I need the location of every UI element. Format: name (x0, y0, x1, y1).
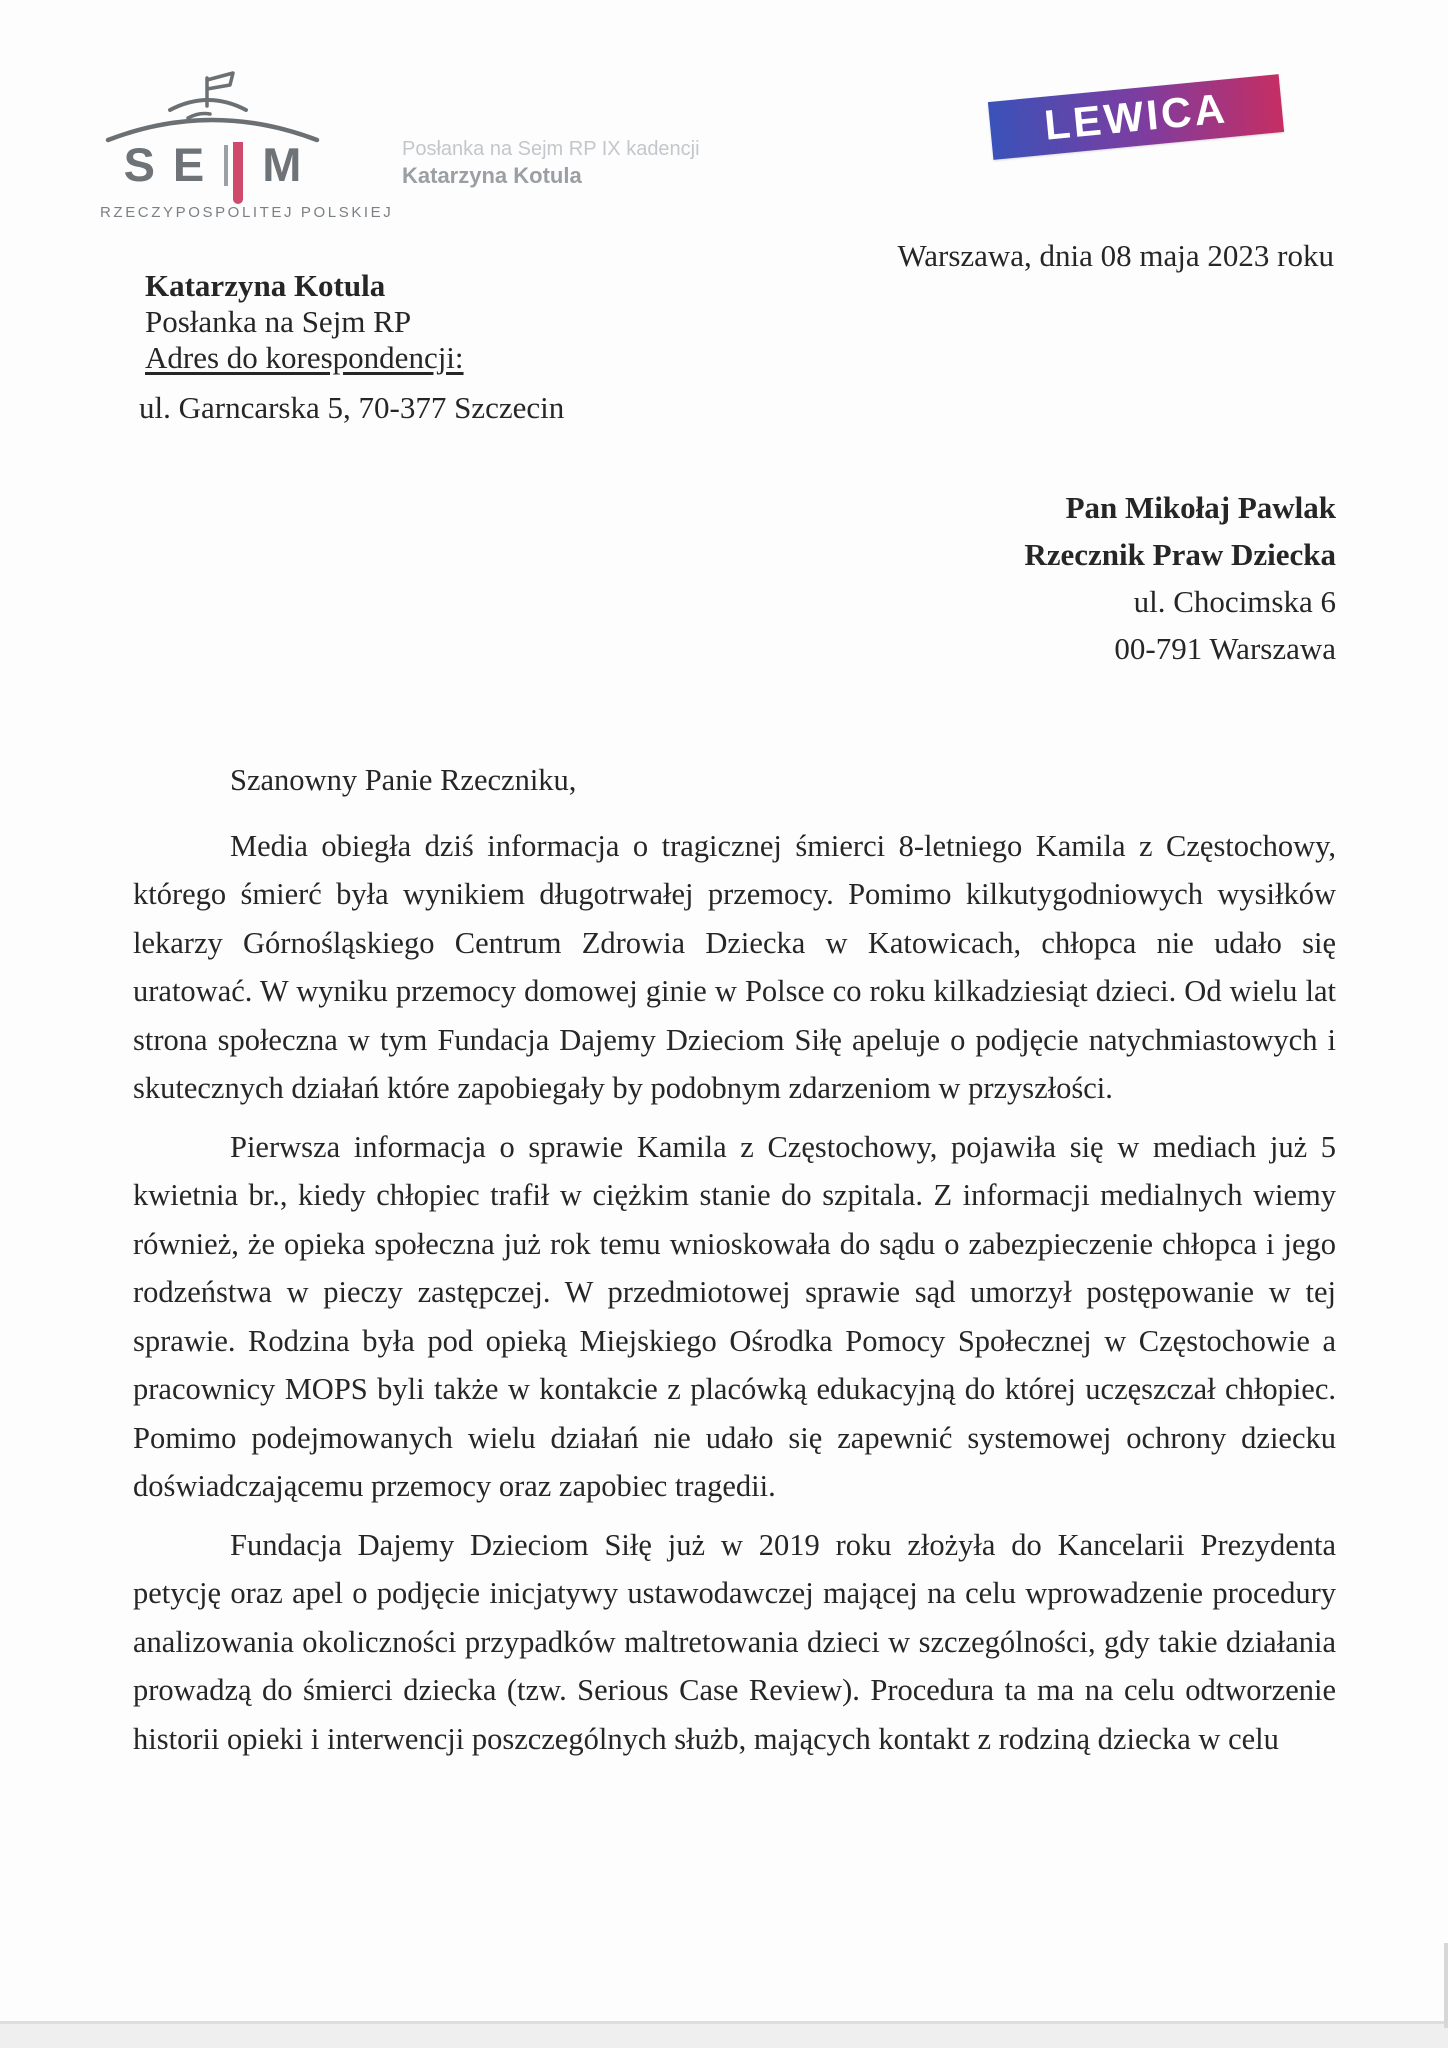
sejm-letter-s: S (123, 138, 155, 191)
sejm-letter-j (222, 142, 244, 188)
sejm-wordmark (100, 138, 325, 191)
lewica-banner (988, 74, 1284, 160)
paragraph-2: Pierwsza informacja o sprawie Kamila z Częstochowy, pojawiła się w mediach już 5 kwietnia br., kiedy chłopiec trafił w ciężkim stanie do szpitala. Z informacji medialnych wiemy również, że opieka społeczna już rok temu wnioskowała do sądu o zabezpieczenie chłopca i jego rodzeństwa w pieczy zastępczej. W przedmiotowej sprawie sąd umorzył postępowanie w tej sprawie. Rodzina była pod opieką Miejskiego Ośrodka Pomocy Społecznej w Częstochowie a pracownicy MOPS byli także w kontakcie z placówką edukacyjną do której uczęszczał chłopiec. Pomimo podejmowanych wielu działań nie udało się zapewnić systemowej ochrony dziecku doświadczającemu przemocy oraz zapobiec tragedii. (133, 1129, 1336, 1503)
sender-block (139, 268, 565, 426)
recipient-name: Pan Mikołaj Pawlak (1065, 490, 1336, 525)
sejm-caption: RZECZYPOSPOLITEJ POLSKIEJ (100, 204, 394, 221)
date-line: Warszawa, dnia 08 maja 2023 roku (897, 238, 1334, 273)
paragraph-3: Fundacja Dajemy Dzieciom Siłę już w 2019 roku złożyła do Kancelarii Prezydenta petycję oraz apel o podjęcie inicjatywy ustawodawczej mającej na celu wprowadzenie procedury analizowania okoliczności przypadków maltretowania dzieci w szczególności, gdy takie działania prowadzą do śmierci dziecka (tzw. Serious Case Review). Procedura ta ma na celu odtworzenie historii opieki i interwencji poszczególnych służb, mających kontakt z rodziną dziecka w celu (133, 1527, 1336, 1756)
recipient-block (1024, 484, 1336, 672)
paragraph-1: Media obiegła dziś informacja o tragicznej śmierci 8-letniego Kamila z Częstochowy, którego śmierć była wynikiem długotrwałej przemocy. Pomimo kilkutygodniowych wysiłków lekarzy Górnośląskiego Centrum Zdrowia Dziecka w Katowicach, chłopca nie udało się uratować. W wyniku przemocy domowej ginie w Polsce co roku kilkadziesiąt dzieci. Od wielu lat strona społeczna w tym Fundacja Dajemy Dzieciom Siłę apeluje o podjęcie natychmiastowych i skutecznych działań które zapobiegały by podobnym zdarzeniom w przyszłości. (133, 828, 1336, 1105)
sender-address: ul. Garncarska 5, 70-377 Szczecin (139, 390, 565, 425)
sejm-j-thin-bar (224, 145, 228, 186)
scan-bottom-edge (0, 2021, 1448, 2048)
recipient-title: Rzecznik Praw Dziecka (1024, 537, 1336, 572)
sejm-j-pink-bar (233, 142, 243, 204)
letter-body (133, 756, 1336, 1773)
recipient-city: 00-791 Warszawa (1114, 631, 1336, 666)
deputy-header (402, 136, 700, 190)
sender-address-label: Adres do korespondencji: (145, 340, 464, 375)
sender-name: Katarzyna Kotula (145, 268, 386, 303)
sejm-letter-m: M (262, 138, 302, 191)
sejm-logo (100, 68, 394, 221)
scan-right-edge (1444, 1943, 1448, 2028)
deputy-term-line: Posłanka na Sejm RP IX kadencji (402, 138, 700, 160)
sejm-letter-e: E (172, 138, 205, 191)
sender-role: Posłanka na Sejm RP (145, 304, 412, 339)
sejm-dome-icon (100, 68, 325, 146)
deputy-name-line: Katarzyna Kotula (402, 163, 582, 188)
salutation: Szanowny Panie Rzeczniku, (230, 763, 577, 797)
lewica-logo-text: LEWICA (1042, 84, 1230, 149)
recipient-street: ul. Chocimska 6 (1133, 584, 1336, 619)
